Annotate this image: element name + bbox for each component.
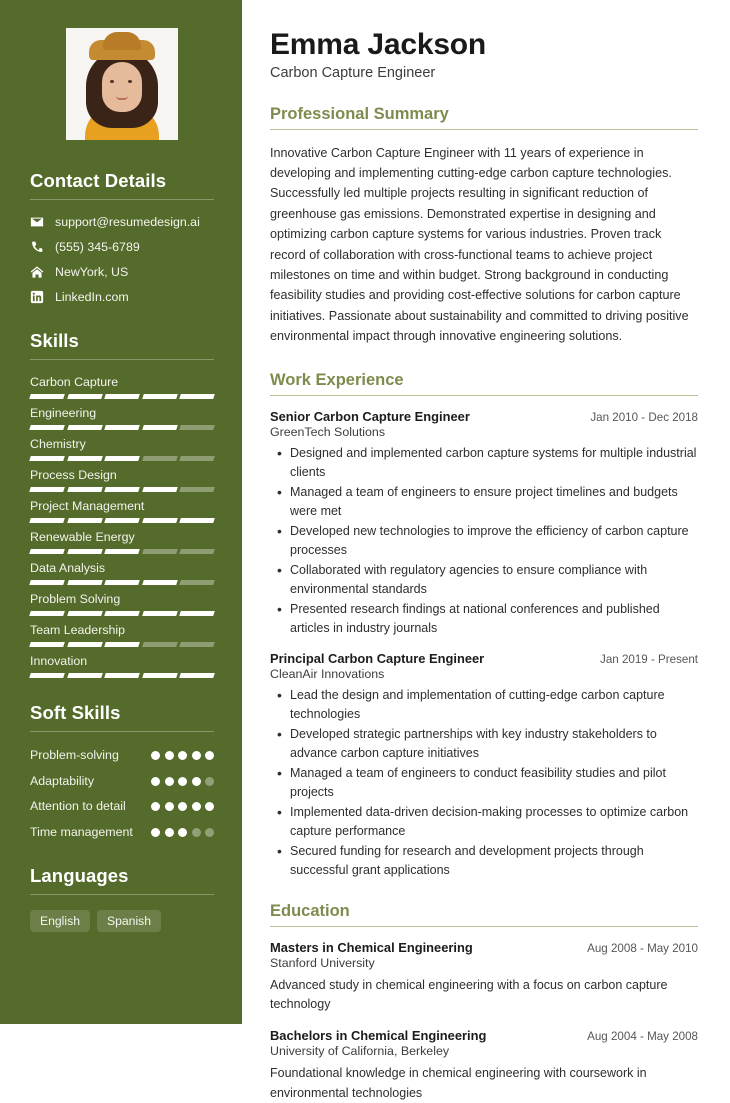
skill-segment	[67, 673, 102, 678]
soft-skill-rating	[151, 747, 214, 760]
rating-dot	[165, 751, 174, 760]
skill-segment	[104, 673, 139, 678]
skill-label: Problem Solving	[30, 592, 214, 606]
entry-header	[270, 409, 698, 424]
summary-divider	[270, 129, 698, 130]
skill-segment	[180, 549, 215, 554]
candidate-name: Emma Jackson	[270, 28, 698, 62]
skill-segment	[67, 580, 102, 585]
soft-skill-rating	[151, 773, 214, 786]
education-entry	[270, 940, 698, 1015]
contact-item-location[interactable]	[30, 265, 214, 279]
languages-divider	[30, 894, 214, 895]
rating-dot	[205, 802, 214, 811]
envelope-icon	[30, 215, 44, 229]
skill-segment	[180, 518, 215, 523]
skill-item	[30, 530, 214, 554]
skill-segment	[29, 642, 64, 647]
skill-segment	[29, 673, 64, 678]
rating-dot	[151, 751, 160, 760]
degree-date-range: Aug 2008 - May 2010	[587, 942, 698, 955]
skill-segment	[142, 425, 177, 430]
skills-divider	[30, 359, 214, 360]
soft-skill-rating	[151, 824, 214, 837]
skill-segment	[104, 580, 139, 585]
rating-dot	[192, 777, 201, 786]
job-date-range: Jan 2010 - Dec 2018	[590, 411, 698, 424]
skill-segment	[142, 642, 177, 647]
skill-segment	[29, 580, 64, 585]
job-bullet-list	[270, 444, 698, 638]
profile-photo	[66, 28, 178, 140]
languages-section	[30, 865, 214, 932]
skill-segment	[180, 673, 215, 678]
skill-segment	[67, 425, 102, 430]
rating-dot	[205, 777, 214, 786]
job-organization: GreenTech Solutions	[270, 425, 698, 439]
language-tag: Spanish	[97, 910, 161, 932]
education-heading: Education	[270, 902, 698, 921]
skill-label: Chemistry	[30, 437, 214, 451]
contact-item-phone[interactable]	[30, 240, 214, 254]
skill-segment	[67, 456, 102, 461]
rating-dot	[151, 828, 160, 837]
skill-segment	[67, 611, 102, 616]
professional-summary-section	[270, 105, 698, 347]
skill-segment	[180, 456, 215, 461]
skill-segment	[142, 487, 177, 492]
skill-item	[30, 406, 214, 430]
rating-dot	[192, 751, 201, 760]
job-bullet: • Managed a team of engineers to conduct feasibility studies and pilot projects	[270, 764, 698, 802]
job-bullet: • Presented research findings at national conferences and published articles in industry journals	[270, 600, 698, 638]
skill-segment	[29, 487, 64, 492]
soft-skills-divider	[30, 731, 214, 732]
main-content	[242, 0, 730, 1024]
skill-label: Engineering	[30, 406, 214, 420]
institution-name: University of California, Berkeley	[270, 1044, 698, 1058]
job-bullet: • Developed strategic partnerships with key industry stakeholders to advance carbon capture initiatives	[270, 725, 698, 763]
job-bullet: • Developed new technologies to improve the efficiency of carbon capture processes	[270, 522, 698, 560]
education-description: Foundational knowledge in chemical engineering with coursework in environmental technologies	[270, 1064, 698, 1103]
skill-segment	[29, 518, 64, 523]
skill-segment	[104, 549, 139, 554]
rating-dot	[205, 828, 214, 837]
job-bullet-list	[270, 686, 698, 880]
education-description: Advanced study in chemical engineering with a focus on carbon capture technology	[270, 976, 698, 1015]
skill-segment	[142, 394, 177, 399]
skill-level-bar	[30, 394, 214, 399]
skill-item	[30, 561, 214, 585]
job-bullet: • Managed a team of engineers to ensure project timelines and budgets were met	[270, 483, 698, 521]
skills-section	[30, 330, 214, 678]
skill-segment	[29, 394, 64, 399]
degree-title: Masters in Chemical Engineering	[270, 940, 473, 955]
skill-segment	[142, 518, 177, 523]
avatar-container	[30, 28, 214, 140]
skill-label: Carbon Capture	[30, 375, 214, 389]
skill-segment	[104, 456, 139, 461]
contact-linkedin-value: LinkedIn.com	[55, 290, 129, 304]
skill-level-bar	[30, 487, 214, 492]
sidebar	[0, 0, 242, 1024]
skill-segment	[104, 394, 139, 399]
institution-name: Stanford University	[270, 956, 698, 970]
education-divider	[270, 926, 698, 927]
skill-label: Innovation	[30, 654, 214, 668]
skill-label: Team Leadership	[30, 623, 214, 637]
skill-segment	[180, 611, 215, 616]
skill-item	[30, 468, 214, 492]
skill-segment	[180, 580, 215, 585]
soft-skills-list	[30, 747, 214, 841]
skill-segment	[142, 549, 177, 554]
job-bullet: • Secured funding for research and development projects through successful grant applications	[270, 842, 698, 880]
job-role: Principal Carbon Capture Engineer	[270, 651, 484, 666]
skill-item	[30, 437, 214, 461]
entry-header	[270, 940, 698, 955]
contact-divider	[30, 199, 214, 200]
soft-skill-label: Problem-solving	[30, 747, 119, 764]
rating-dot	[151, 777, 160, 786]
skill-segment	[67, 487, 102, 492]
rating-dot	[165, 777, 174, 786]
rating-dot	[192, 828, 201, 837]
languages-heading: Languages	[30, 865, 214, 887]
professional-summary-heading: Professional Summary	[270, 105, 698, 124]
job-role: Senior Carbon Capture Engineer	[270, 409, 470, 424]
skill-segment	[67, 394, 102, 399]
soft-skills-heading: Soft Skills	[30, 702, 214, 724]
skill-segment	[67, 549, 102, 554]
skills-list	[30, 375, 214, 678]
work-experience-entry	[270, 409, 698, 638]
contact-location-value: NewYork, US	[55, 265, 128, 279]
contact-email-value: support@resumedesign.ai	[55, 215, 200, 229]
candidate-job-title: Carbon Capture Engineer	[270, 65, 698, 81]
skills-heading: Skills	[30, 330, 214, 352]
job-bullet: • Collaborated with regulatory agencies to ensure compliance with environmental standards	[270, 561, 698, 599]
work-experience-list	[270, 409, 698, 880]
rating-dot	[205, 751, 214, 760]
skill-level-bar	[30, 642, 214, 647]
skill-segment	[104, 487, 139, 492]
skill-label: Renewable Energy	[30, 530, 214, 544]
skill-segment	[104, 642, 139, 647]
skill-label: Data Analysis	[30, 561, 214, 575]
rating-dot	[165, 828, 174, 837]
skill-segment	[29, 456, 64, 461]
skill-segment	[67, 642, 102, 647]
skill-level-bar	[30, 518, 214, 523]
work-experience-entry	[270, 651, 698, 880]
skill-segment	[29, 611, 64, 616]
job-date-range: Jan 2019 - Present	[600, 653, 698, 666]
job-bullet: • Lead the design and implementation of cutting-edge carbon capture technologies	[270, 686, 698, 724]
degree-title: Bachelors in Chemical Engineering	[270, 1028, 486, 1043]
education-entry	[270, 1028, 698, 1103]
skill-level-bar	[30, 611, 214, 616]
skill-segment	[142, 673, 177, 678]
soft-skill-label: Attention to detail	[30, 798, 126, 815]
soft-skill-item	[30, 798, 214, 815]
skill-segment	[142, 456, 177, 461]
rating-dot	[178, 828, 187, 837]
rating-dot	[165, 802, 174, 811]
entry-header	[270, 1028, 698, 1043]
skill-item	[30, 654, 214, 678]
contact-item-email[interactable]	[30, 215, 214, 229]
job-bullet: • Designed and implemented carbon capture systems for multiple industrial clients	[270, 444, 698, 482]
skill-level-bar	[30, 673, 214, 678]
work-experience-divider	[270, 395, 698, 396]
contact-phone-value: (555) 345-6789	[55, 240, 140, 254]
work-experience-heading: Work Experience	[270, 371, 698, 390]
phone-icon	[30, 240, 44, 254]
skill-segment	[67, 518, 102, 523]
degree-date-range: Aug 2004 - May 2008	[587, 1030, 698, 1043]
skill-level-bar	[30, 549, 214, 554]
skill-item	[30, 499, 214, 523]
languages-list	[30, 910, 214, 932]
skill-segment	[104, 518, 139, 523]
rating-dot	[178, 777, 187, 786]
education-section	[270, 902, 698, 1103]
job-bullet: • Implemented data-driven decision-making processes to optimize carbon capture performance	[270, 803, 698, 841]
home-icon	[30, 265, 44, 279]
professional-summary-text: Innovative Carbon Capture Engineer with 11 years of experience in developing and implementing cutting-edge carbon capture technologies. Successfully led multiple projects resulting in significant reduction of greenhouse gas emissions. Demonstrated expertise in designing and optimizing carbon capture systems for various industries. Proven track record of collaboration with cross-functional teams to achieve project milestones on time and within budget. Strong background in conducting feasibility studies and providing cost-effective solutions for carbon capture initiatives. Passionate about sustainability and committed to driving positive environmental impact through innovative engineering solutions.	[270, 143, 698, 347]
soft-skill-label: Time management	[30, 824, 133, 841]
skill-item	[30, 623, 214, 647]
soft-skill-item	[30, 824, 214, 841]
skill-level-bar	[30, 580, 214, 585]
contact-list	[30, 215, 214, 304]
skill-segment	[29, 425, 64, 430]
soft-skill-item	[30, 773, 214, 790]
contact-details-heading: Contact Details	[30, 170, 214, 192]
skill-segment	[180, 425, 215, 430]
skill-segment	[104, 611, 139, 616]
job-organization: CleanAir Innovations	[270, 667, 698, 681]
rating-dot	[151, 802, 160, 811]
skill-level-bar	[30, 425, 214, 430]
skill-item	[30, 375, 214, 399]
skill-segment	[29, 549, 64, 554]
skill-level-bar	[30, 456, 214, 461]
skill-item	[30, 592, 214, 616]
skill-segment	[180, 394, 215, 399]
contact-details-section	[30, 170, 214, 304]
linkedin-icon	[30, 290, 44, 304]
soft-skill-label: Adaptability	[30, 773, 94, 790]
skill-segment	[142, 580, 177, 585]
rating-dot	[178, 751, 187, 760]
entry-header	[270, 651, 698, 666]
skill-segment	[180, 642, 215, 647]
skill-segment	[104, 425, 139, 430]
soft-skill-rating	[151, 798, 214, 811]
education-list	[270, 940, 698, 1103]
skill-segment	[180, 487, 215, 492]
skill-segment	[142, 611, 177, 616]
soft-skills-section	[30, 702, 214, 841]
skill-label: Process Design	[30, 468, 214, 482]
work-experience-section	[270, 371, 698, 880]
skill-label: Project Management	[30, 499, 214, 513]
soft-skill-item	[30, 747, 214, 764]
language-tag: English	[30, 910, 90, 932]
contact-item-linkedin[interactable]	[30, 290, 214, 304]
rating-dot	[178, 802, 187, 811]
rating-dot	[192, 802, 201, 811]
